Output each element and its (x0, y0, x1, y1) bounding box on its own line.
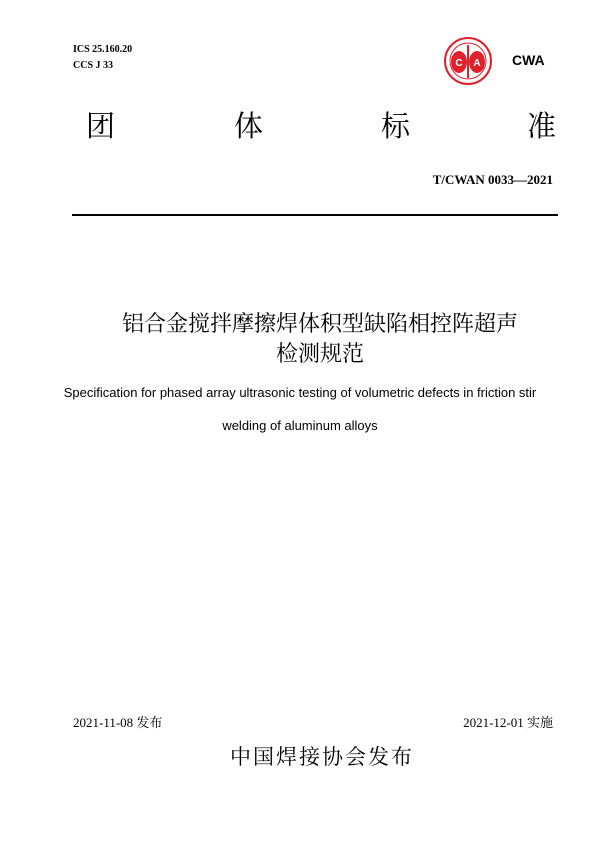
effective-date: 2021-12-01 实施 (463, 715, 553, 730)
title-zh-line2: 检测规范 (275, 342, 364, 367)
svg-text:A: A (473, 58, 481, 69)
logo-text: CWA (512, 52, 545, 68)
publisher: 中国焊接协会发布 (230, 745, 414, 769)
issue-date: 2021-11-08 发布 (73, 715, 163, 730)
doc-kind-char: 准 (527, 109, 557, 143)
cwa-logo-icon (443, 36, 493, 86)
classification-codes (73, 42, 132, 74)
doc-kind-char: 团 (86, 109, 116, 143)
title-en-line2: welding of aluminum alloys (222, 418, 378, 433)
standard-number: T/CWAN 0033—2021 (432, 172, 553, 187)
ccs-code: CCS J 33 (73, 60, 114, 71)
doc-kind-char: 标 (381, 109, 411, 143)
title-zh-line1: 铝合金搅拌摩擦焊体积型缺陷相控阵超声 (121, 312, 518, 337)
ics-code: ICS 25.160.20 (73, 44, 133, 55)
svg-text:C: C (455, 58, 463, 69)
divider (72, 214, 558, 216)
title-en-line1: Specification for phased array ultrasonic testing of volumetric defects in friction stir (63, 385, 537, 400)
doc-kind-char: 体 (234, 109, 264, 143)
